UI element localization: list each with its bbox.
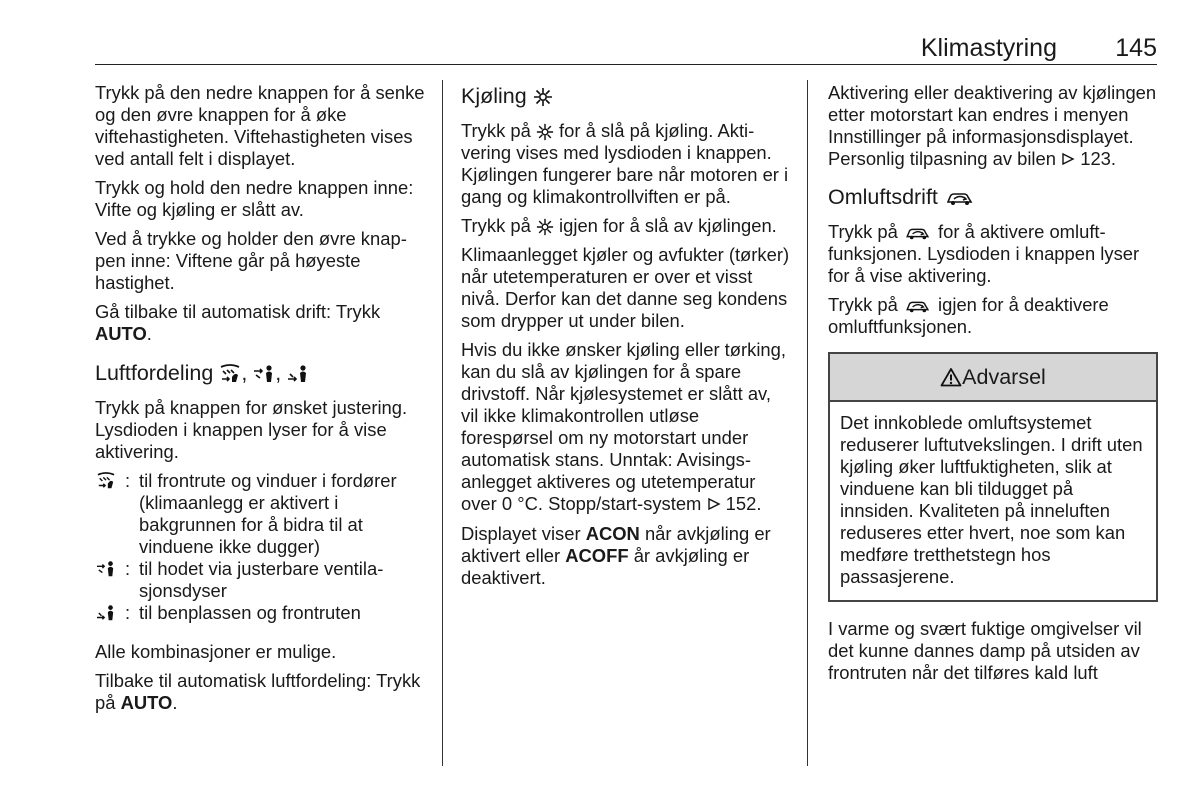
page-reference[interactable]: 123 (1080, 148, 1111, 169)
bold-term: AUTO (95, 323, 147, 344)
feet-airflow-icon (287, 364, 309, 384)
recirculation-car-icon (903, 297, 933, 315)
recirculation-car-icon (944, 188, 976, 208)
column-divider-1 (442, 80, 443, 766)
paragraph: Hvis du ikke ønsker kjøling eller tørking, kan du slå av kjølingen for å spare drivstoff. Når kjølesystemet er slått av, vil ikke klimakontrollen utløse forespørsel om ny motorstart under automatisk stans. Unntak: Avisingsanlegget aktiveres og utetemperatur over 0 °C. Stopp/start-system 152. (461, 339, 791, 516)
paragraph: I varme og svært fuktige omgivelser vil det kunne dannes damp på utsiden av frontruten når det tilføres kald luft (828, 618, 1142, 684)
header-divider (95, 64, 1157, 65)
snowflake-icon (536, 218, 554, 236)
paragraph: Alle kombinasjoner er mulige. (95, 641, 337, 662)
paragraph: Trykk på igjen for å slå av kjølingen. (461, 215, 777, 236)
column-1 (95, 82, 425, 721)
paragraph: Trykk på den nedre knappen for å senke og den øvre knappen for å øke viftehastigheten. Viftehastigheten vises ved antall felt i displayet. (95, 82, 425, 169)
warning-box (828, 352, 1158, 602)
list-item: : til hodet via justerbare ventilasjonsdyser (95, 558, 425, 602)
paragraph: Trykk på for å aktivere omluftfunksjonen. Lysdioden i knappen lyser for å vise aktivering. (828, 221, 1140, 287)
paragraph: Tilbake til automatisk luftfordeling: Trykk på AUTO. (95, 670, 421, 713)
heading-luftfordeling: Luftfordeling , , (95, 359, 425, 387)
page-reference[interactable]: 152 (725, 493, 757, 514)
windscreen-feet-airflow-icon (95, 470, 125, 558)
paragraph: Trykk på igjen for å deaktivere omluftfunksjonen. (828, 294, 1109, 338)
paragraph: Klimaanlegget kjøler og avfukter (tørker) når utetemperaturen er over et visst nivå. Derfor kan det danne seg kondens som drypper ut under bilen. (461, 244, 790, 331)
heading-kjoling: Kjøling (461, 82, 791, 110)
column-divider-2 (807, 80, 808, 766)
paragraph: Trykk og hold den nedre knappen inne: Vifte og kjøling er slått av. (95, 177, 414, 220)
section-title: Klimastyring (920, 34, 1057, 62)
paragraph: Displayet viser ACON når avkjøling er aktivert eller ACOFF år avkjøling er deaktivert. (461, 523, 771, 589)
paragraph: Gå tilbake til automatisk drift: Trykk AUTO. (95, 301, 381, 344)
column-2 (461, 82, 791, 596)
list-item: : til frontrute og vinduer i fordører (klimaanlegg er aktivert i bakgrunnen for å bidra til at vinduene ikke dugger) (95, 470, 425, 558)
paragraph: Aktivering eller deaktivering av kjølingen etter motorstart kan endres i menyen Innstillinger på informasjonsdisplayet. Personlig tilpasning av bilen 123. (828, 82, 1158, 171)
page-header (0, 0, 1200, 70)
page-reference-arrow-icon (1061, 149, 1075, 171)
recirculation-car-icon (903, 224, 933, 242)
page-number: 145 (1115, 34, 1157, 62)
paragraph: Ved å trykke og holder den øvre knappen inne: Viftene går på høyeste hastighet. (95, 228, 407, 293)
bold-term: ACON (585, 523, 640, 545)
feet-airflow-icon (95, 602, 125, 627)
head-airflow-icon (253, 364, 275, 384)
snowflake-icon (536, 123, 554, 141)
heading-omluftsdrift: Omluftsdrift (828, 183, 1158, 211)
column-3 (828, 82, 1158, 691)
bold-term: ACOFF (565, 545, 629, 567)
warning-triangle-icon (940, 367, 962, 387)
paragraph: Trykk på knappen for ønsket justering. Lysdioden i knappen lyser for å vise aktivering. (95, 397, 408, 462)
bold-term: AUTO (120, 692, 173, 713)
paragraph: Trykk på for å slå på kjøling. Aktivering vises med lysdioden i knappen. Kjølingen fungerer bare når motoren er i gang og klimakontrollviften er på. (461, 120, 789, 207)
airflow-list (95, 470, 425, 627)
snowflake-icon (533, 87, 553, 107)
warning-title: Advarsel (962, 365, 1046, 390)
warning-header (830, 354, 1156, 402)
warning-text: Det innkoblede omluftsystemet reduserer luftutvekslingen. I drift uten kjøling øker luftfuktigheten, slik at vinduene kan bli tildugget på innsiden. Kvaliteten på inneluften reduseres etter hvert, noe som kan medføre tretthetstegn hos passasjerene. (840, 412, 1143, 588)
list-item: : til benplassen og frontruten (95, 602, 425, 627)
head-airflow-icon (95, 558, 125, 602)
windscreen-feet-airflow-icon (219, 364, 241, 384)
page-reference-arrow-icon (707, 494, 721, 516)
